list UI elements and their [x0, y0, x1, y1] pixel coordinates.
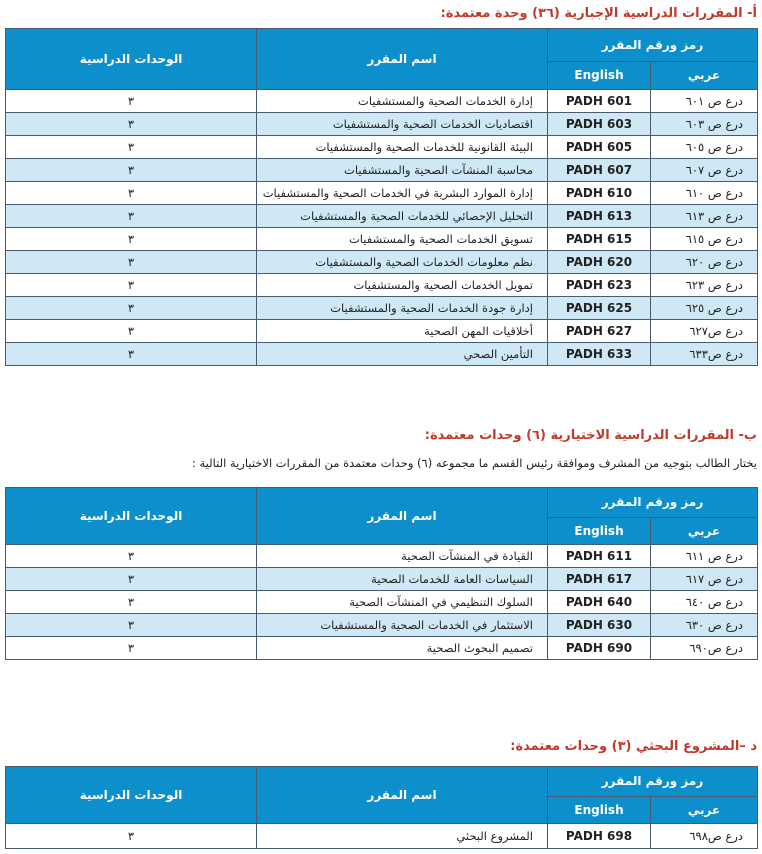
course-row	[6, 159, 758, 182]
english-code-cell: PADH 630	[548, 614, 651, 637]
arabic-code-cell: درع ص ٦١٧	[651, 568, 758, 591]
course-row	[6, 182, 758, 205]
english-code-cell: PADH 698	[548, 824, 651, 849]
english-code-cell: PADH 617	[548, 568, 651, 591]
course-row	[6, 637, 758, 660]
course-row	[6, 591, 758, 614]
credits-header: الوحدات الدراسية	[6, 29, 257, 90]
english-code-cell: PADH 613	[548, 205, 651, 228]
course-name-cell: إدارة الخدمات الصحية والمستشفيات	[257, 90, 548, 113]
course-row	[6, 545, 758, 568]
english-code-cell: PADH 627	[548, 320, 651, 343]
credits-cell: ٣	[6, 182, 257, 205]
arabic-code-cell: درع ص ٦٠١	[651, 90, 758, 113]
course-name-cell: السلوك التنظيمي في المنشآت الصحية	[257, 591, 548, 614]
section-b-heading: ب- المقررات الدراسية الاختيارية (٦) وحدات معتمدة:	[424, 428, 757, 443]
credits-cell: ٣	[6, 251, 257, 274]
arabic-code-header: عربي	[651, 797, 758, 824]
english-code-header: English	[548, 62, 651, 90]
english-code-cell: PADH 625	[548, 297, 651, 320]
arabic-code-cell: درع ص٦٣٣	[651, 343, 758, 366]
section-b-intro: يختار الطالب بتوجيه من المشرف وموافقة رئيس القسم ما مجموعه (٦) وحدات معتمدة من المقررات الاختيارية التالية :	[191, 456, 757, 470]
english-code-cell: PADH 690	[548, 637, 651, 660]
credits-cell: ٣	[6, 591, 257, 614]
course-row	[6, 343, 758, 366]
credits-cell: ٣	[6, 545, 257, 568]
arabic-code-header: عربي	[651, 62, 758, 90]
course-name-cell: نظم معلومات الخدمات الصحية والمستشفيات	[257, 251, 548, 274]
arabic-code-cell: درع ص ٦٣٠	[651, 614, 758, 637]
research-project-table	[5, 766, 758, 849]
arabic-code-cell: درع ص ٦١٥	[651, 228, 758, 251]
arabic-code-cell: درع ص ٦٢٥	[651, 297, 758, 320]
course-name-cell: السياسات العامة للخدمات الصحية	[257, 568, 548, 591]
section-d-heading: د –المشروع البحثي (٣) وحدات معتمدة:	[510, 739, 757, 754]
course-name-cell: إدارة جودة الخدمات الصحية والمستشفيات	[257, 297, 548, 320]
course-name-cell: محاسبة المنشآت الصحية والمستشفيات	[257, 159, 548, 182]
code-header: رمز ورقم المقرر	[548, 29, 758, 62]
course-name-cell: اقتصاديات الخدمات الصحية والمستشفيات	[257, 113, 548, 136]
course-name-cell: القيادة في المنشآت الصحية	[257, 545, 548, 568]
credits-cell: ٣	[6, 637, 257, 660]
credits-cell: ٣	[6, 614, 257, 637]
course-name-cell: تمويل الخدمات الصحية والمستشفيات	[257, 274, 548, 297]
english-code-header: English	[548, 518, 651, 545]
course-row	[6, 205, 758, 228]
credits-cell: ٣	[6, 320, 257, 343]
english-code-cell: PADH 601	[548, 90, 651, 113]
arabic-code-cell: درع ص٦٩٨	[651, 824, 758, 849]
course-name-cell: التحليل الإحصائي للخدمات الصحية والمستشفيات	[257, 205, 548, 228]
course-name-cell: الاستثمار في الخدمات الصحية والمستشفيات	[257, 614, 548, 637]
credits-cell: ٣	[6, 113, 257, 136]
section-a-heading: أ- المقررات الدراسية الإجبارية (٣٦) وحدة معتمدة:	[440, 6, 757, 21]
arabic-code-header: عربي	[651, 518, 758, 545]
credits-header: الوحدات الدراسية	[6, 488, 257, 545]
arabic-code-cell: درع ص ٦٢٠	[651, 251, 758, 274]
course-row	[6, 824, 758, 849]
credits-cell: ٣	[6, 568, 257, 591]
course-name-cell: إدارة الموارد البشرية في الخدمات الصحية والمستشفيات	[257, 182, 548, 205]
course-row	[6, 297, 758, 320]
arabic-code-cell: درع ص ٦٢٣	[651, 274, 758, 297]
english-code-cell: PADH 603	[548, 113, 651, 136]
course-row	[6, 614, 758, 637]
course-name-header: اسم المقرر	[257, 488, 548, 545]
credits-cell: ٣	[6, 343, 257, 366]
course-name-cell: أخلاقيات المهن الصحية	[257, 320, 548, 343]
credits-cell: ٣	[6, 205, 257, 228]
credits-cell: ٣	[6, 274, 257, 297]
course-name-header: اسم المقرر	[257, 29, 548, 90]
credits-cell: ٣	[6, 90, 257, 113]
arabic-code-cell: درع ص ٦١٣	[651, 205, 758, 228]
course-row	[6, 568, 758, 591]
course-name-cell: تسويق الخدمات الصحية والمستشفيات	[257, 228, 548, 251]
course-name-cell: التأمين الصحي	[257, 343, 548, 366]
english-code-cell: PADH 620	[548, 251, 651, 274]
credits-header: الوحدات الدراسية	[6, 767, 257, 824]
code-header: رمز ورقم المقرر	[548, 767, 758, 797]
arabic-code-cell: درع ص٦٢٧	[651, 320, 758, 343]
course-row	[6, 113, 758, 136]
english-code-cell: PADH 607	[548, 159, 651, 182]
arabic-code-cell: درع ص ٦٠٣	[651, 113, 758, 136]
arabic-code-cell: درع ص ٦١١	[651, 545, 758, 568]
course-name-cell: المشروع البحثي	[257, 824, 548, 849]
arabic-code-cell: درع ص ٦٠٧	[651, 159, 758, 182]
english-code-cell: PADH 615	[548, 228, 651, 251]
credits-cell: ٣	[6, 228, 257, 251]
code-header: رمز ورقم المقرر	[548, 488, 758, 518]
course-row	[6, 136, 758, 159]
arabic-code-cell: درع ص ٦٠٥	[651, 136, 758, 159]
english-code-cell: PADH 633	[548, 343, 651, 366]
english-code-cell: PADH 610	[548, 182, 651, 205]
english-code-cell: PADH 623	[548, 274, 651, 297]
credits-cell: ٣	[6, 136, 257, 159]
english-code-cell: PADH 605	[548, 136, 651, 159]
course-name-cell: تصميم البحوث الصحية	[257, 637, 548, 660]
course-name-header: اسم المقرر	[257, 767, 548, 824]
english-code-cell: PADH 611	[548, 545, 651, 568]
course-name-cell: البيئة القانونية للخدمات الصحية والمستشفيات	[257, 136, 548, 159]
course-row	[6, 251, 758, 274]
credits-cell: ٣	[6, 159, 257, 182]
elective-courses-table	[5, 487, 758, 660]
compulsory-courses-table	[5, 28, 758, 366]
arabic-code-cell: درع ص٦٩٠	[651, 637, 758, 660]
english-code-header: English	[548, 797, 651, 824]
course-row	[6, 320, 758, 343]
credits-cell: ٣	[6, 824, 257, 849]
english-code-cell: PADH 640	[548, 591, 651, 614]
arabic-code-cell: درع ص ٦١٠	[651, 182, 758, 205]
course-row	[6, 90, 758, 113]
arabic-code-cell: درع ص ٦٤٠	[651, 591, 758, 614]
credits-cell: ٣	[6, 297, 257, 320]
course-row	[6, 274, 758, 297]
course-row	[6, 228, 758, 251]
